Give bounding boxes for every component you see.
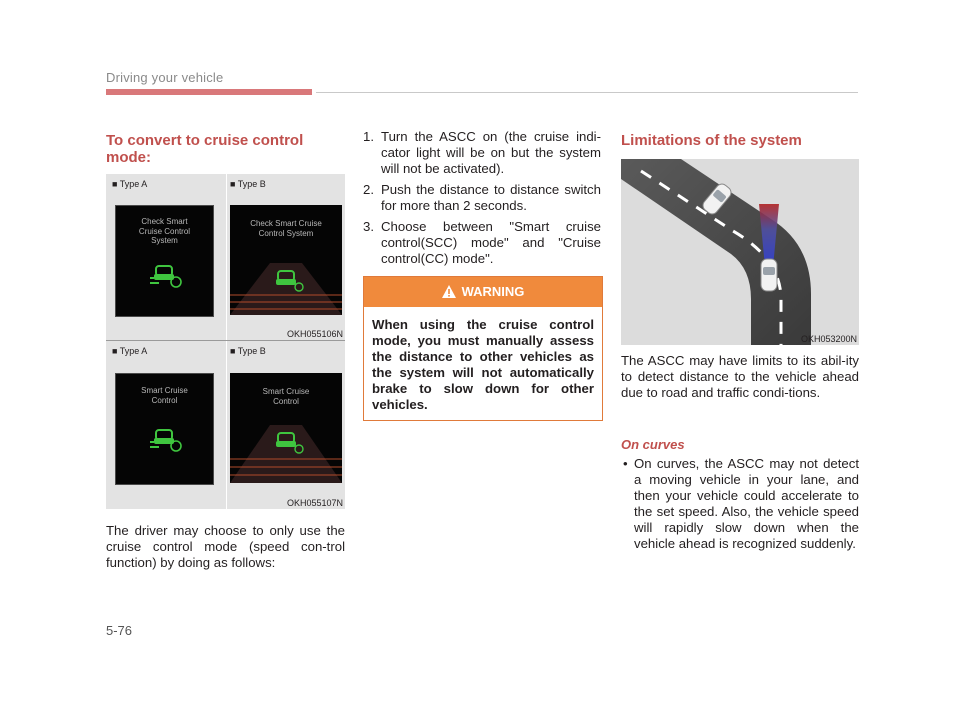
warning-triangle-icon bbox=[442, 285, 456, 298]
on-curves-subtitle: On curves bbox=[621, 437, 685, 452]
type-b-label: ■ Type B bbox=[230, 179, 266, 189]
cluster-screen-b bbox=[230, 373, 342, 483]
screen-message: Check Smart Cruise Control System bbox=[138, 217, 191, 245]
warning-text: When using the cruise control mode, you must manually assess the distance to other vehicles as the system will not automatically brake to slow down for other vehicles. bbox=[372, 317, 594, 412]
curve-road-graphic bbox=[621, 159, 859, 345]
header-accent-bar bbox=[106, 89, 312, 95]
cluster-screen-a bbox=[115, 373, 214, 485]
steps-list bbox=[363, 129, 601, 272]
figure-smart-cruise bbox=[106, 341, 345, 509]
cluster-screen-b bbox=[230, 205, 342, 315]
lane-graphic bbox=[230, 425, 342, 483]
figure-code: OKH053200N bbox=[800, 334, 857, 344]
limitations-body: The ASCC may have limits to its abil-ity to detect distance to the vehicle ahead due to road and traffic condi-tions. bbox=[621, 353, 859, 400]
screen-message: Smart Cruise Control bbox=[262, 387, 310, 406]
header-rule bbox=[316, 92, 858, 93]
screen-message: Smart Cruise Control bbox=[141, 386, 188, 405]
section-header-title: Driving your vehicle bbox=[106, 70, 224, 85]
curve-road-illustration bbox=[621, 159, 859, 345]
figure-code: OKH055107N bbox=[286, 498, 343, 508]
figure-check-system bbox=[106, 174, 345, 340]
scc-car-icon bbox=[148, 424, 184, 452]
on-curves-bullets bbox=[621, 456, 859, 552]
bullet-dot: • bbox=[623, 456, 628, 471]
warning-heading: WARNING bbox=[461, 284, 525, 299]
cluster-screen-a bbox=[115, 205, 214, 317]
screen-message: Check Smart Cruise Control System bbox=[250, 219, 322, 238]
limitations-title: Limitations of the system bbox=[621, 132, 802, 149]
type-b-label: ■ Type B bbox=[230, 346, 266, 356]
convert-mode-body: The driver may choose to only use the cruise control mode (speed con-trol function) by doing as follows: bbox=[106, 523, 345, 570]
type-a-label: ■ Type A bbox=[112, 179, 148, 189]
step-item: 3. Choose between "Smart cruise control(SCC) mode" and "Cruise control(CC) mode". bbox=[363, 219, 601, 266]
figure-code: OKH055106N bbox=[286, 329, 343, 339]
convert-mode-title: To convert to cruise control mode: bbox=[106, 132, 304, 166]
scc-car-icon bbox=[148, 260, 184, 288]
step-item: 2. Push the distance to distance switch for more than 2 seconds. bbox=[363, 182, 601, 213]
warning-header bbox=[364, 277, 602, 307]
page-number: 5-76 bbox=[106, 623, 133, 638]
type-a-label: ■ Type A bbox=[112, 346, 148, 356]
lane-graphic bbox=[230, 263, 342, 315]
bullet-item: • On curves, the ASCC may not detect a moving vehicle in your lane, and then your vehicle could accelerate to the set speed. Also, the vehicle speed will rapidly slow down when the vehicle ahead is recognized suddenly. bbox=[623, 456, 859, 551]
warning-box bbox=[363, 276, 603, 421]
step-item: 1. Turn the ASCC on (the cruise indi-cator light will be on but the system will not be activated). bbox=[363, 129, 601, 176]
